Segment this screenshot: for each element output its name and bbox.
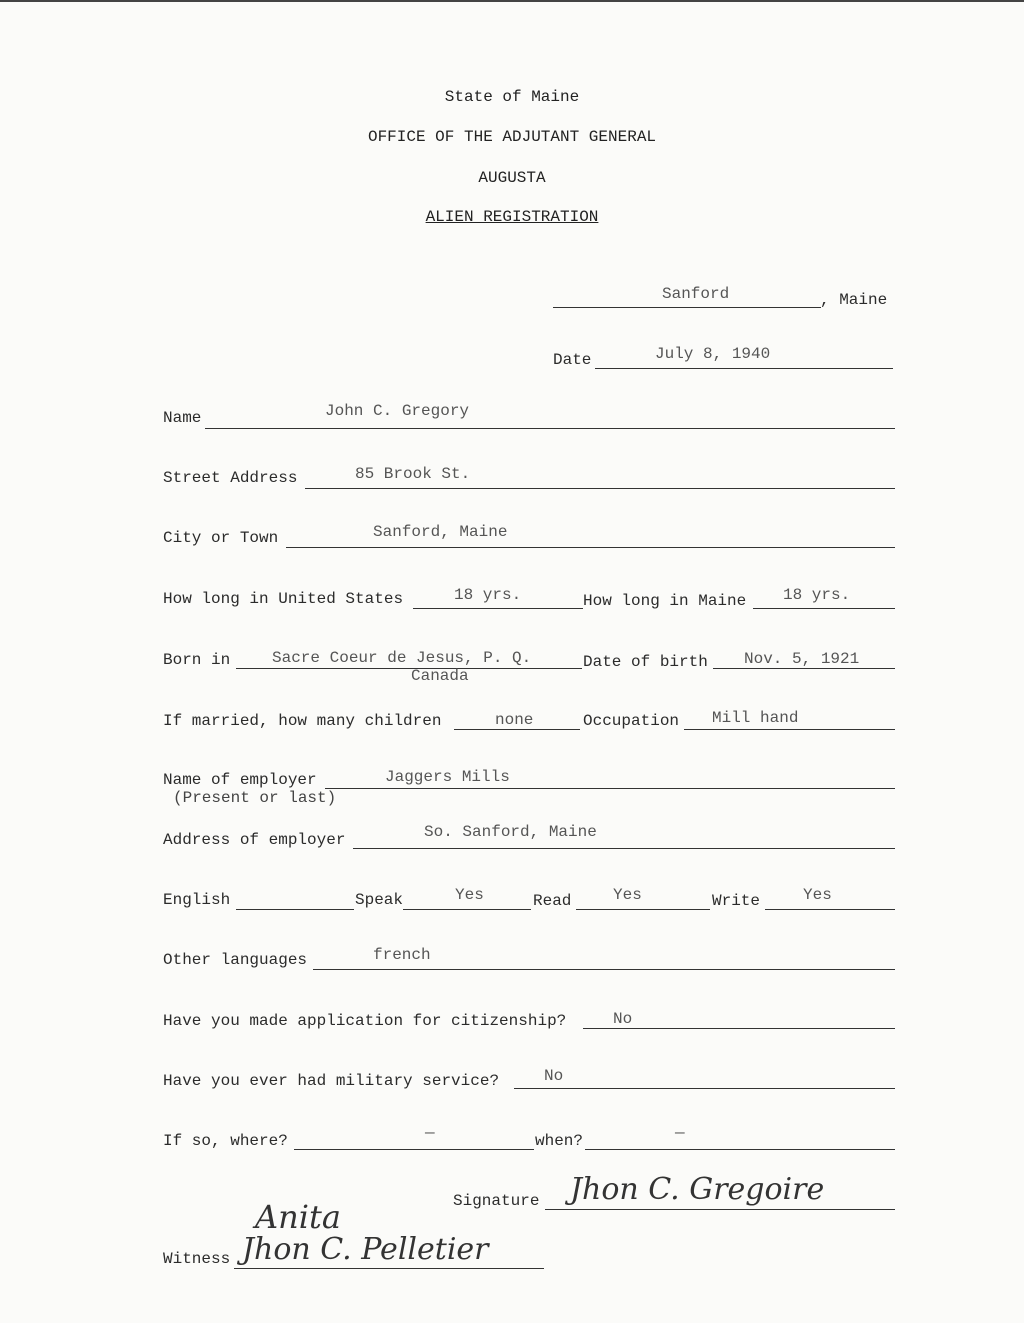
employer-address-label: Address of employer xyxy=(163,831,346,849)
children-value[interactable]: none xyxy=(495,711,534,729)
street-label: Street Address xyxy=(163,469,298,487)
employer-address-line xyxy=(353,848,895,849)
birth-date-line xyxy=(713,668,895,669)
where-line xyxy=(294,1149,534,1150)
maine-duration-line xyxy=(753,608,895,609)
date-label: Date xyxy=(553,351,592,369)
name-label: Name xyxy=(163,409,202,427)
other-languages-line xyxy=(313,969,895,970)
name-value[interactable]: John C. Gregory xyxy=(325,402,470,420)
employer-sublabel: (Present or last) xyxy=(173,789,337,807)
citizenship-label: Have you made application for citizenship? xyxy=(163,1012,567,1030)
city-line xyxy=(286,547,895,548)
street-value[interactable]: 85 Brook St. xyxy=(355,465,471,483)
date-value[interactable]: July 8, 1940 xyxy=(655,345,771,363)
speak-label: Speak xyxy=(355,891,404,909)
english-label: English xyxy=(163,891,231,909)
signature-line xyxy=(545,1209,895,1210)
military-value[interactable]: No xyxy=(544,1067,564,1085)
born-in-line xyxy=(236,668,582,669)
children-label: If married, how many children xyxy=(163,712,442,730)
location-value[interactable]: Sanford xyxy=(662,285,730,303)
other-languages-value[interactable]: french xyxy=(373,946,431,964)
read-line xyxy=(576,909,710,910)
birth-date-value[interactable]: Nov. 5, 1921 xyxy=(744,650,860,668)
born-in-label: Born in xyxy=(163,651,231,669)
signature-handwriting: Jhon C. Gregoire xyxy=(570,1172,825,1207)
us-duration-value[interactable]: 18 yrs. xyxy=(454,586,522,604)
location-line xyxy=(553,307,821,308)
speak-value[interactable]: Yes xyxy=(455,886,484,904)
office-heading: OFFICE OF THE ADJUTANT GENERAL xyxy=(367,128,657,146)
witness-handwriting-second: Jhon C. Pelletier xyxy=(242,1232,489,1267)
location-suffix: , Maine xyxy=(820,291,888,309)
where-value[interactable]: — xyxy=(425,1124,435,1142)
speak-line xyxy=(403,909,531,910)
employer-label: Name of employer xyxy=(163,771,317,789)
children-line xyxy=(454,729,580,730)
employer-value[interactable]: Jaggers Mills xyxy=(385,768,510,786)
write-value[interactable]: Yes xyxy=(803,886,832,904)
us-duration-line xyxy=(413,608,583,609)
when-line xyxy=(585,1149,895,1150)
witness-label: Witness xyxy=(163,1250,231,1268)
write-line xyxy=(765,909,895,910)
when-label: when? xyxy=(535,1132,584,1150)
citizenship-value[interactable]: No xyxy=(613,1010,633,1028)
signature-label: Signature xyxy=(453,1192,540,1210)
maine-duration-label: How long in Maine xyxy=(583,592,747,610)
read-value[interactable]: Yes xyxy=(613,886,642,904)
when-value[interactable]: — xyxy=(675,1124,685,1142)
military-line xyxy=(514,1088,895,1089)
state-heading: State of Maine xyxy=(444,88,580,106)
witness-handwriting-first: Anita xyxy=(255,1198,341,1236)
date-line xyxy=(595,368,893,369)
occupation-value[interactable]: Mill hand xyxy=(712,709,799,727)
other-languages-label: Other languages xyxy=(163,951,308,969)
born-in-country[interactable]: Canada xyxy=(411,667,469,685)
city-label: City or Town xyxy=(163,529,279,547)
us-duration-label: How long in United States xyxy=(163,590,404,608)
where-label: If so, where? xyxy=(163,1132,288,1150)
born-in-value[interactable]: Sacre Coeur de Jesus, P. Q. xyxy=(272,649,532,667)
employer-address-value[interactable]: So. Sanford, Maine xyxy=(424,823,597,841)
maine-duration-value[interactable]: 18 yrs. xyxy=(783,586,851,604)
city-value[interactable]: Sanford, Maine xyxy=(373,523,508,541)
read-label: Read xyxy=(533,892,572,910)
write-label: Write xyxy=(712,892,761,910)
military-label: Have you ever had military service? xyxy=(163,1072,500,1090)
citizenship-line xyxy=(583,1028,895,1029)
name-line xyxy=(205,428,895,429)
occupation-line xyxy=(684,729,895,730)
english-line xyxy=(236,909,354,910)
city-heading: AUGUSTA xyxy=(478,169,546,187)
employer-line xyxy=(325,788,895,789)
witness-line xyxy=(234,1268,544,1269)
street-line xyxy=(305,488,895,489)
form-title: ALIEN REGISTRATION xyxy=(425,208,599,226)
birth-date-label: Date of birth xyxy=(583,653,708,671)
occupation-label: Occupation xyxy=(583,712,680,730)
page-edge xyxy=(0,0,1024,2)
